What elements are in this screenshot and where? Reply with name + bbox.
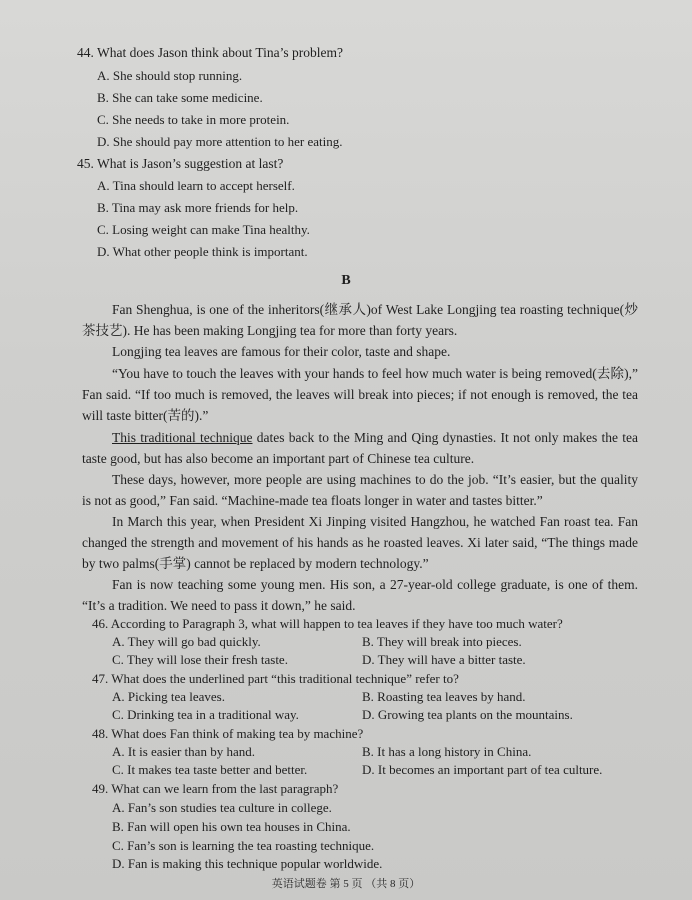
question-49-option-d: D. Fan is making this technique popular worldwide. [112,856,383,871]
question-44-option-a: A. She should stop running. [97,68,243,83]
passage-paragraph-1: Fan Shenghua, is one of the inheritors(继承人)of West Lake Longjing tea roasting technique(炒茶技艺). He has been making Longjing tea for more than forty years. [82,302,638,338]
question-44-option-d: D. She should pay more attention to her eating. [97,134,343,149]
question-45-option-d: D. What other people think is important. [97,244,308,259]
question-47-stem: 47. What does the underlined part “this traditional technique” refer to? [92,671,459,686]
question-47-option-d: D. Growing tea plants on the mountains. [362,707,573,722]
question-46-option-d: D. They will have a bitter taste. [362,652,526,667]
question-46-option-c: C. They will lose their fresh taste. [112,652,288,667]
question-48-option-a: A. It is easier than by hand. [112,744,255,759]
question-44-stem: 44. What does Jason think about Tina’s problem? [77,45,343,60]
passage-paragraph-4 [82,428,638,470]
question-47-option-a: A. Picking tea leaves. [112,689,225,704]
question-48-option-c: C. It makes tea taste better and better. [112,762,308,777]
question-48-option-d: D. It becomes an important part of tea culture. [362,762,603,777]
passage-paragraph-3: “You have to touch the leaves with your hands to feel how much water is being removed(去除),” Fan said. “If too much is removed, the leaves will break into pieces; if not enough is removed, the tea will taste bitter(苦的).” [82,366,638,423]
question-44-option-c: C. She needs to take in more protein. [97,112,290,127]
passage-paragraph-2: Longjing tea leaves are famous for their color, taste and shape. [112,344,451,359]
question-49-option-c: C. Fan’s son is learning the tea roasting technique. [112,838,375,853]
page-footer: 英语试题卷 第 5 页 （共 8 页） [271,878,421,890]
question-46-stem: 46. According to Paragraph 3, what will happen to tea leaves if they have too much water? [92,616,563,631]
underlined-phrase: This traditional technique [112,430,253,445]
passage-paragraph-7: Fan is now teaching some young men. His son, a 27-year-old college graduate, is one of them. “It’s a tradition. We need to pass it down,” he said. [82,577,638,613]
question-48-stem: 48. What does Fan think of making tea by machine? [92,726,364,741]
question-47-option-c: C. Drinking tea in a traditional way. [112,707,299,722]
question-45-stem: 45. What is Jason’s suggestion at last? [77,156,284,171]
passage-paragraph-5: These days, however, more people are using machines to do the job. “It’s easier, but the quality is not as good,” Fan said. “Machine-made tea floats longer in water and tastes bitter.” [82,472,638,508]
question-49-option-b: B. Fan will open his own tea houses in China. [112,819,351,834]
question-45-option-c: C. Losing weight can make Tina healthy. [97,222,310,237]
section-b-heading: B [341,273,351,288]
question-45-option-a: A. Tina should learn to accept herself. [97,178,295,193]
question-49-option-a: A. Fan’s son studies tea culture in college. [112,800,332,815]
question-44-option-b: B. She can take some medicine. [97,90,263,105]
question-47-option-b: B. Roasting tea leaves by hand. [362,689,526,704]
passage-paragraph-4-rest: dates back to the Ming and Qing dynasties. It not only makes the tea taste good, but has also become an important part of Chinese tea culture. [82,430,638,466]
question-49-stem: 49. What can we learn from the last paragraph? [92,781,339,796]
passage-paragraph-6: In March this year, when President Xi Jinping visited Hangzhou, he watched Fan roast tea. Fan changed the strength and movement of his hands as he roasted leaves. Xi later said, “The things made by two palms(手掌) cannot be replaced by modern technology.” [82,514,638,571]
question-46-option-b: B. They will break into pieces. [362,634,522,649]
question-45-option-b: B. Tina may ask more friends for help. [97,200,299,215]
question-48-option-b: B. It has a long history in China. [362,744,532,759]
question-46-option-a: A. They will go bad quickly. [112,634,261,649]
